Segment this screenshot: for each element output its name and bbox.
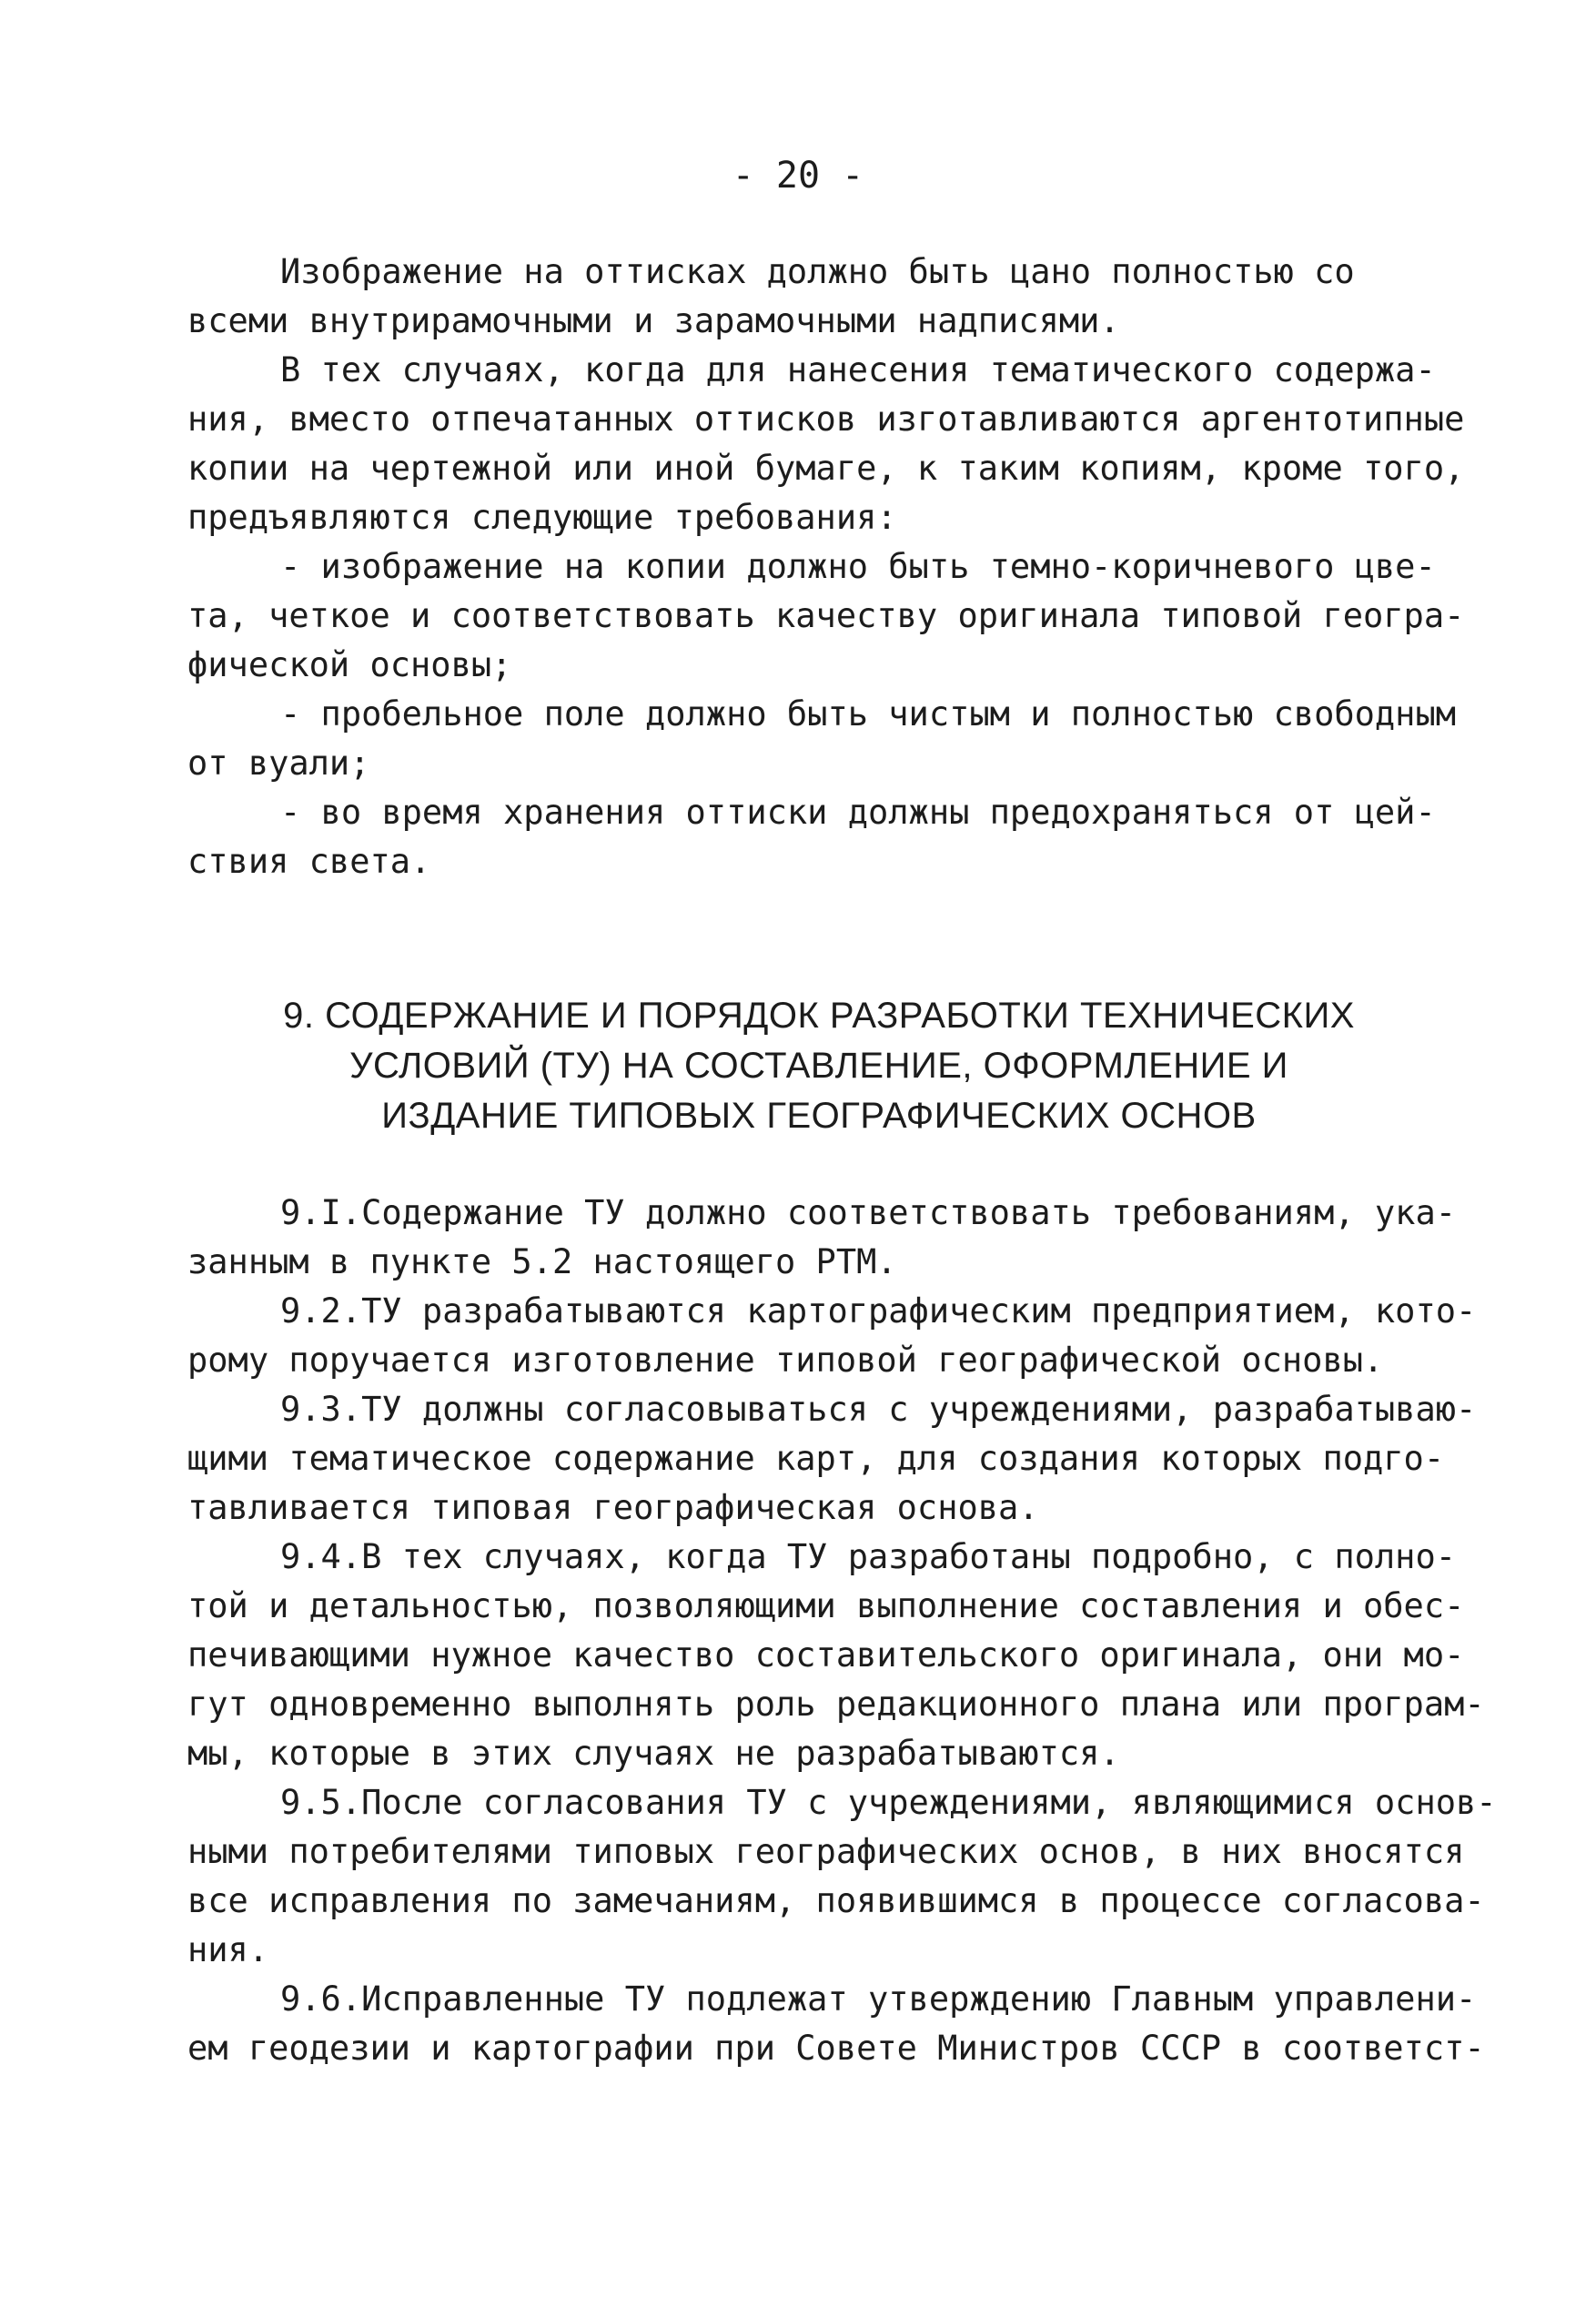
text-line: печивающими нужное качество составительского оригинала, они мо- bbox=[187, 1635, 1465, 1675]
section-heading-line: ИЗДАНИЕ ТИПОВЫХ ГЕОГРАФИЧЕСКИХ ОСНОВ bbox=[381, 1096, 1257, 1136]
text-line: - во время хранения оттиски должны предохраняться от цей- bbox=[280, 793, 1436, 832]
text-line: 9.I.Содержание ТУ должно соответствовать требованиям, ука- bbox=[280, 1193, 1457, 1232]
text-line: занным в пункте 5.2 настоящего РТМ. bbox=[187, 1242, 897, 1281]
text-line: Изображение на оттисках должно быть цано полностью со bbox=[280, 252, 1355, 291]
text-line: предъявляются следующие требования: bbox=[187, 498, 897, 537]
text-line: фической основы; bbox=[187, 645, 512, 684]
text-line: гут одновременно выполнять роль редакционного плана или програм- bbox=[187, 1685, 1485, 1724]
text-line: ем геодезии и картографии при Совете Министров СССР в соответст- bbox=[187, 2029, 1485, 2068]
text-line: всеми внутрирамочными и зарамочными надписями. bbox=[187, 301, 1120, 340]
text-line: копии на чертежной или иной бумаге, к таким копиям, кроме того, bbox=[187, 449, 1465, 488]
text-line: ными потребителями типовых географических основ, в них вносятся bbox=[187, 1832, 1465, 1871]
text-line: - изображение на копии должно быть темно-коричневого цве- bbox=[280, 547, 1436, 586]
text-line: от вуали; bbox=[187, 744, 370, 783]
text-line: - пробельное поле должно быть чистым и полностью свободным bbox=[280, 694, 1457, 734]
text-line: ствия света. bbox=[187, 842, 431, 881]
text-line: ния. bbox=[187, 1930, 269, 1969]
text-line: все исправления по замечаниям, появившимся в процессе согласова- bbox=[187, 1881, 1485, 1920]
page-number: - 20 - bbox=[732, 155, 864, 197]
text-line: щими тематическое содержание карт, для создания которых подго- bbox=[187, 1439, 1445, 1478]
text-line: рому поручается изготовление типовой географической основы. bbox=[187, 1341, 1384, 1380]
text-line: 9.6.Исправленные ТУ подлежат утверждению Главным управлени- bbox=[280, 1979, 1477, 2019]
text-line: ния, вместо отпечатанных оттисков изготавливаются аргентотипные bbox=[187, 400, 1465, 439]
text-line: 9.5.После согласования ТУ с учреждениями, являющимися основ- bbox=[280, 1783, 1497, 1822]
text-line: В тех случаях, когда для нанесения тематического содержа- bbox=[280, 350, 1436, 390]
section-heading-line: 9. СОДЕРЖАНИЕ И ПОРЯДОК РАЗРАБОТКИ ТЕХНИЧЕСКИХ bbox=[283, 996, 1355, 1036]
text-line: тавливается типовая географическая основа. bbox=[187, 1488, 1039, 1527]
text-line: та, четкое и соответствовать качеству оригинала типовой геогра- bbox=[187, 596, 1465, 635]
text-line: мы, которые в этих случаях не разрабатываются. bbox=[187, 1734, 1120, 1773]
text-line: 9.4.В тех случаях, когда ТУ разработаны подробно, с полно- bbox=[280, 1537, 1457, 1576]
text-line: 9.2.ТУ разрабатываются картографическим предприятием, кото- bbox=[280, 1291, 1477, 1331]
text-line: 9.3.ТУ должны согласовываться с учреждениями, разрабатываю- bbox=[280, 1390, 1477, 1429]
text-line: той и детальностью, позволяющими выполнение составления и обес- bbox=[187, 1586, 1465, 1625]
section-heading-line: УСЛОВИЙ (ТУ) НА СОСТАВЛЕНИЕ, ОФОРМЛЕНИЕ И bbox=[349, 1046, 1288, 1086]
